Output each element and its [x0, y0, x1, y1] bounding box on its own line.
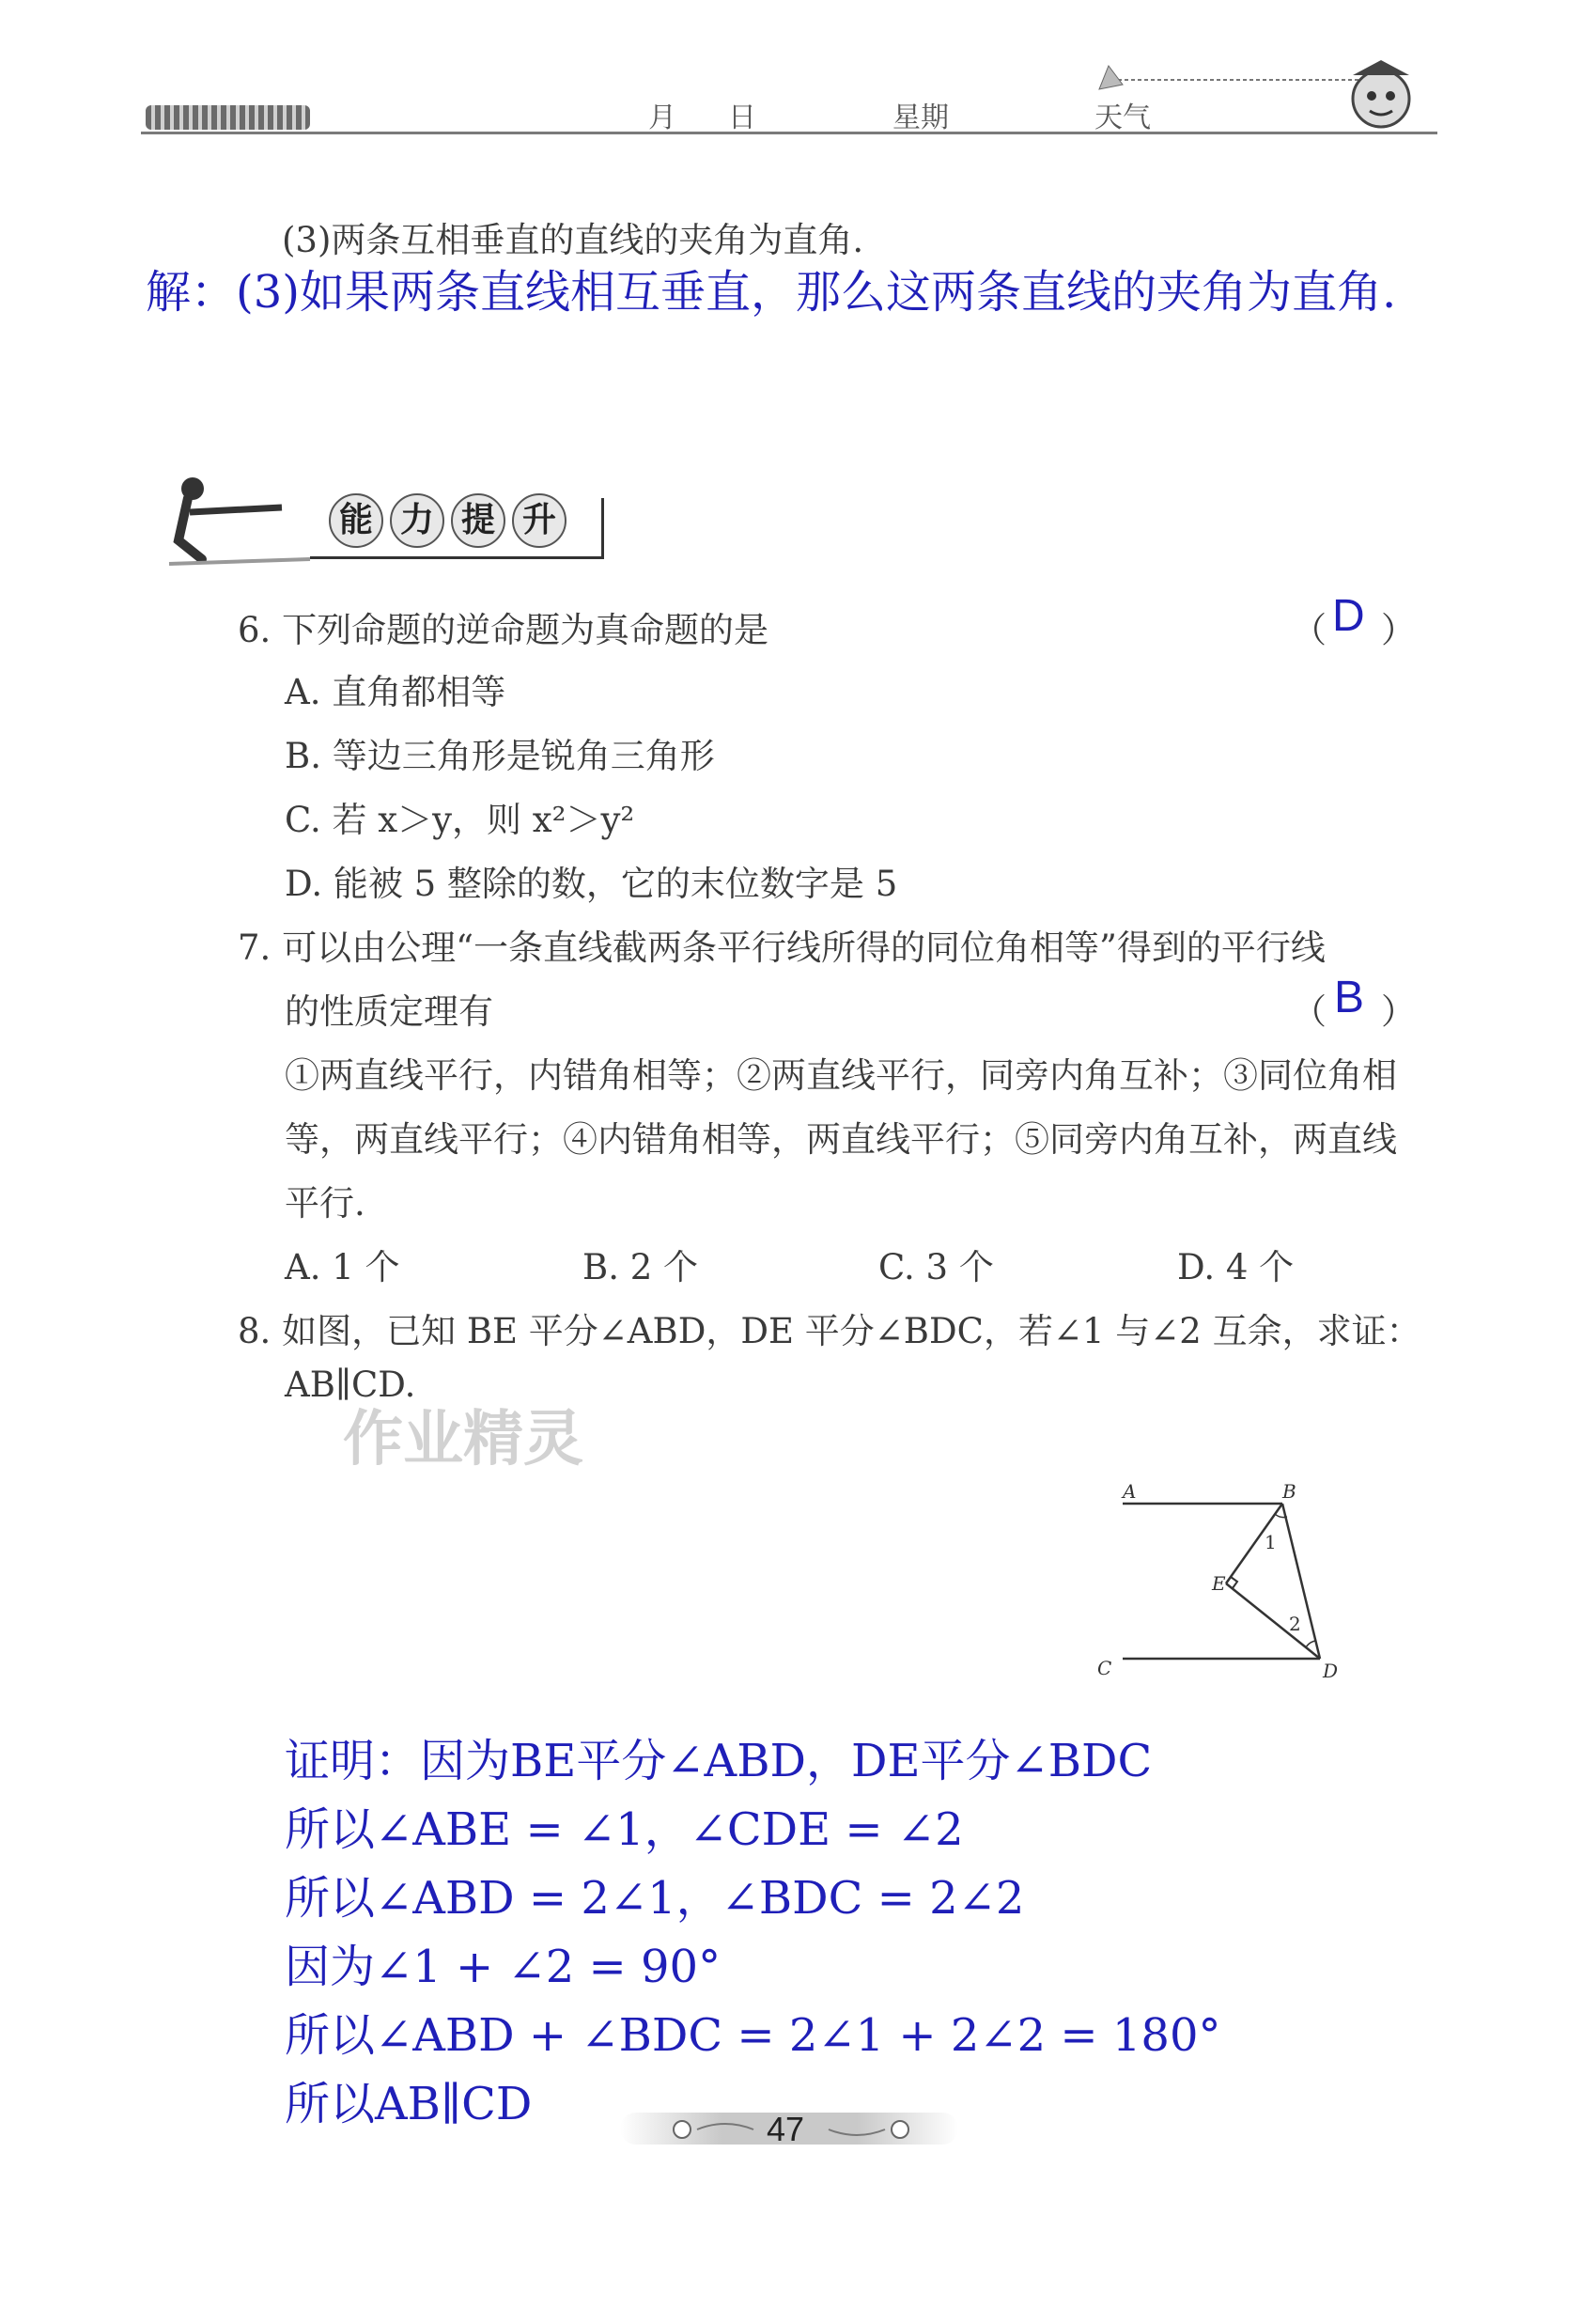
q7-paren-open: （	[1292, 991, 1327, 1032]
q8-stem-line2: AB∥CD.	[285, 1365, 416, 1405]
label-d: D	[1323, 1660, 1339, 1682]
header-weekday: 星期	[892, 101, 949, 134]
q6-option-b: B. 等边三角形是锐角三角形	[285, 736, 715, 776]
section-title-char-4: 升	[512, 493, 566, 548]
label-e: E	[1212, 1572, 1226, 1595]
q6-option-c: C. 若 x＞y，则 x²＞y²	[285, 800, 635, 840]
label-2: 2	[1289, 1613, 1301, 1635]
header-decoration	[146, 105, 310, 130]
q7-option-d: D. 4 个	[1177, 1247, 1295, 1287]
proof-line-2: 所以∠ABE = ∠1，∠CDE = ∠2	[285, 1803, 964, 1856]
label-a: A	[1123, 1480, 1137, 1503]
proof-line-6: 所以AB∥CD	[285, 2078, 533, 2130]
q7-option-b: B. 2 个	[582, 1247, 699, 1287]
proof-line-1: 证明：因为BE平分∠ABD，DE平分∠BDC	[285, 1735, 1153, 1787]
page-number: 47	[767, 2110, 805, 2148]
q7-body-line2: 等，两直线平行；④内错角相等，两直线平行；⑤同旁内角互补，两直线	[285, 1119, 1397, 1160]
q6-answer: D	[1332, 591, 1365, 641]
right-angle-mark	[1231, 1577, 1237, 1588]
label-c: C	[1097, 1657, 1112, 1679]
q7-answer: B	[1334, 973, 1365, 1022]
q6-option-d: D. 能被 5 整除的数，它的末位数字是 5	[285, 864, 898, 904]
label-b: B	[1282, 1480, 1296, 1503]
header-day: 日	[728, 101, 756, 134]
watermark: 作业精灵	[343, 1405, 583, 1474]
proof-line-5: 所以∠ABD + ∠BDC = 2∠1 + 2∠2 = 180°	[285, 2009, 1221, 2062]
section-title-char-2: 力	[390, 493, 444, 548]
q3-prompt: (3)两条互相垂直的直线的夹角为直角.	[282, 220, 864, 260]
proof-line-4: 因为∠1 + ∠2 = 90°	[285, 1941, 722, 1993]
proof-line-3: 所以∠ABD = 2∠1，∠BDC = 2∠2	[285, 1872, 1025, 1925]
q6-option-a: A. 直角都相等	[285, 672, 506, 712]
section-title-char-3: 提	[451, 493, 505, 548]
section-figure-icon	[160, 470, 319, 573]
q6-paren-open: （	[1292, 610, 1327, 650]
section-title-char-1: 能	[329, 493, 383, 548]
header-weather: 天气	[1094, 101, 1151, 134]
label-1: 1	[1265, 1531, 1277, 1553]
mascot-icon	[1080, 47, 1437, 141]
q7-option-c: C. 3 个	[878, 1247, 994, 1287]
q7-body-line1: ①两直线平行，内错角相等；②两直线平行，同旁内角互补；③同位角相	[285, 1055, 1397, 1096]
q7-option-a: A. 1 个	[285, 1247, 400, 1287]
segment-bd	[1282, 1504, 1320, 1659]
geometry-figure	[1080, 1475, 1362, 1692]
header-month: 月	[648, 101, 676, 134]
q6-paren-close: ）	[1381, 610, 1416, 650]
q8-stem-line1: 8. 如图，已知 BE 平分∠ABD，DE 平分∠BDC，若∠1 与∠2 互余，求证：	[238, 1311, 1421, 1351]
q7-body-line3: 平行.	[285, 1183, 365, 1224]
angle-2-arc	[1306, 1641, 1315, 1647]
q3-answer: 解：(3)如果两条直线相互垂直，那么这两条直线的夹角为直角.	[146, 266, 1397, 319]
q7-stem-line1: 7. 可以由公理“一条直线截两条平行线所得的同位角相等”得到的平行线	[238, 928, 1326, 968]
q7-paren-close: ）	[1381, 991, 1416, 1032]
q6-stem: 6. 下列命题的逆命题为真命题的是	[238, 610, 769, 650]
q7-stem-line2: 的性质定理有	[285, 991, 493, 1032]
